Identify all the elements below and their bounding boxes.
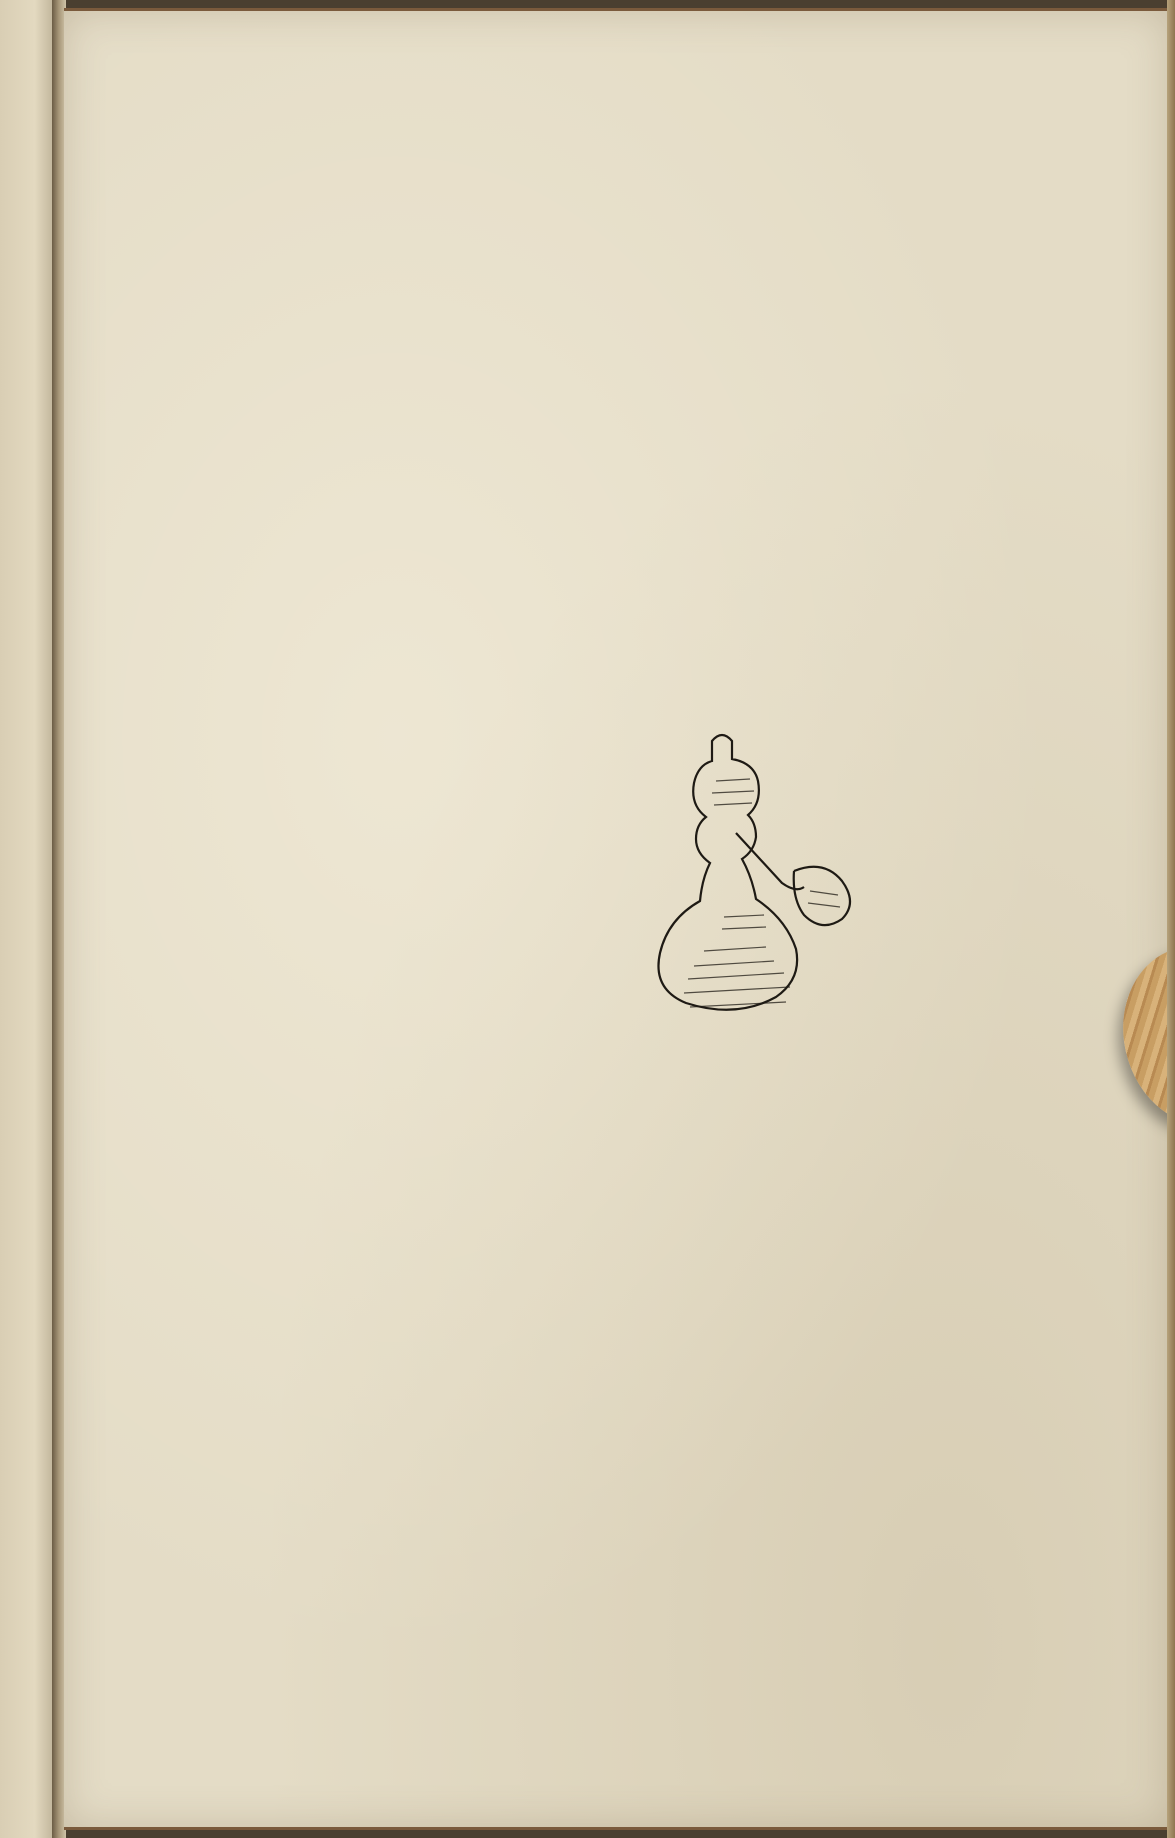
facing-page-edge (0, 0, 58, 1838)
book-page (64, 8, 1168, 1830)
wooden-page-weight (1112, 936, 1168, 1135)
alembic-figure (654, 721, 864, 1031)
page-right-edge (1167, 0, 1175, 1838)
